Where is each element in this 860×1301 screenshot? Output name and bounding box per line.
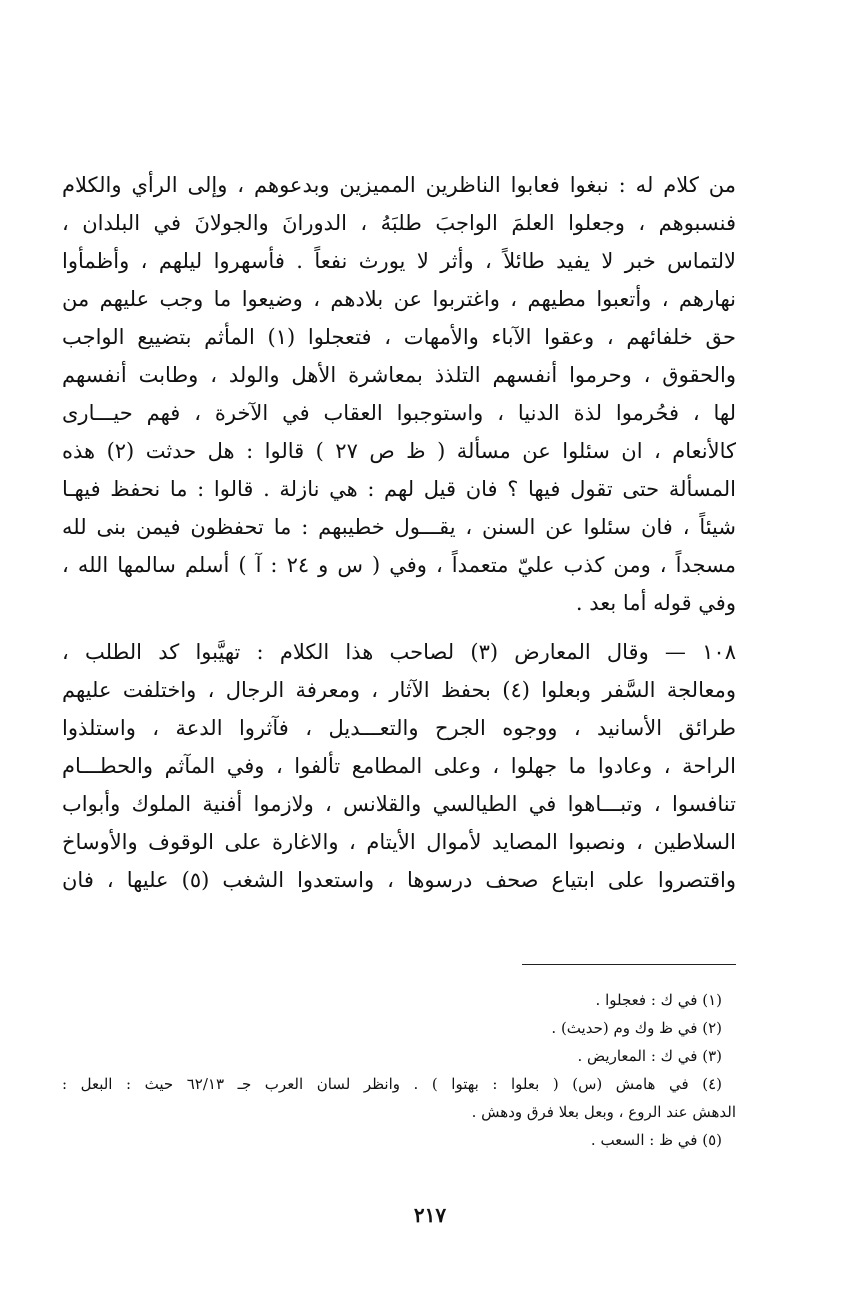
footnote: (١) في ك : فعجلوا . [595, 991, 722, 1009]
text-line: ومعالجة السَّفر وبعلوا (٤) بحفظ الآثار ، ومعرفة الرجال ، واختلفت عليهم [62, 678, 736, 702]
text-line: حق خلفائهم ، وعقوا الآباء والأمهات ، فتعجلوا (١) المأثم بتضييع الواجب [62, 325, 736, 349]
text-line: كالأنعام ، ان سئلوا عن مسألة ( ظ ص ٢٧ ) قالوا : هل حدثت (٢) هذه [62, 439, 736, 463]
text-line: الراحة ، وعادوا ما جهلوا ، وعلى المطامع تألفوا ، وفي المآثم والحطـــام [62, 754, 736, 778]
text-line: واقتصروا على ابتياع صحف درسوها ، واستعدوا الشغب (٥) عليها ، فان [62, 868, 736, 892]
text-line: لها ، فحُرموا لذة الدنيا ، واستوجبوا العقاب في الآخرة ، فهم حيـــارى [62, 401, 736, 425]
paragraph-gap [62, 622, 736, 633]
text-line: المسألة حتى تقول فيها ؟ فان قيل لهم : هي نازلة . قالوا : ما نحفظ فيهـا [62, 477, 736, 501]
text-line: والحقوق ، وحرموا أنفسهم التلذذ بمعاشرة الأهل والولد ، وطابت أنفسهم [62, 363, 736, 387]
text-line: طرائق الأسانيد ، ووجوه الجرح والتعـــديل ، فآثروا الدعة ، واستلذوا [62, 716, 736, 740]
footnote: (٢) في ظ وك وم (حديث) . [551, 1019, 722, 1037]
text-line: لالتماس خبر لا يفيد طائلاً ، وأثر لا يورث نفعاً . فأسهروا ليلهم ، وأظمأوا [62, 249, 736, 273]
text-line: ١٠٨ — وقال المعارض (٣) لصاحب هذا الكلام : تهيَّبوا كد الطلب ، [62, 640, 736, 664]
footnote: (٣) في ك : المعاريض . [577, 1047, 722, 1065]
main-text [62, 166, 736, 899]
text-line: السلاطين ، ونصبوا المصايد لأموال الأيتام ، والاغارة على الوقوف والأوساخ [62, 830, 736, 854]
footnote: (٤) في هامش (س) ( بعلوا : بهتوا ) . وانظر لسان العرب جـ ٦٢/١٣ حيث : البعل : [62, 1075, 722, 1093]
footnote-continuation: الدهش عند الروع ، وبعل بعلا فرق ودهش . [471, 1103, 736, 1121]
page-number: ٢١٧ [413, 1203, 447, 1227]
text-line: فنسبوهم ، وجعلوا العلمَ الواجبَ طلبَهُ ، الدورانَ والجولانَ في البلدان ، [62, 211, 736, 235]
footnote: (٥) في ظ : السعب . [590, 1131, 722, 1149]
text-line: تنافسوا ، وتبـــاهوا في الطيالسي والقلانس ، ولازموا أفنية الملوك وأبواب [62, 792, 736, 816]
text-line: نهارهم ، وأتعبوا مطيهم ، واغتربوا عن بلادهم ، وضيعوا ما وجب عليهم من [62, 287, 736, 311]
text-line: من كلام له : نبغوا فعابوا الناظرين المميزين وبدعوهم ، وإلى الرأي والكلام [62, 173, 736, 197]
text-line: وفي قوله أما بعد . [575, 591, 736, 615]
text-line: شيئاً ، فان سئلوا عن السنن ، يقـــول خطيبهم : ما تحفظون فيمن بنى لله [62, 515, 736, 539]
footnote-divider [522, 964, 736, 965]
text-line: مسجداً ، ومن كذب عليّ متعمداً ، وفي ( س و ٢٤ : آ ) أسلم سالمها الله ، [62, 553, 736, 577]
footnotes [62, 986, 736, 1154]
